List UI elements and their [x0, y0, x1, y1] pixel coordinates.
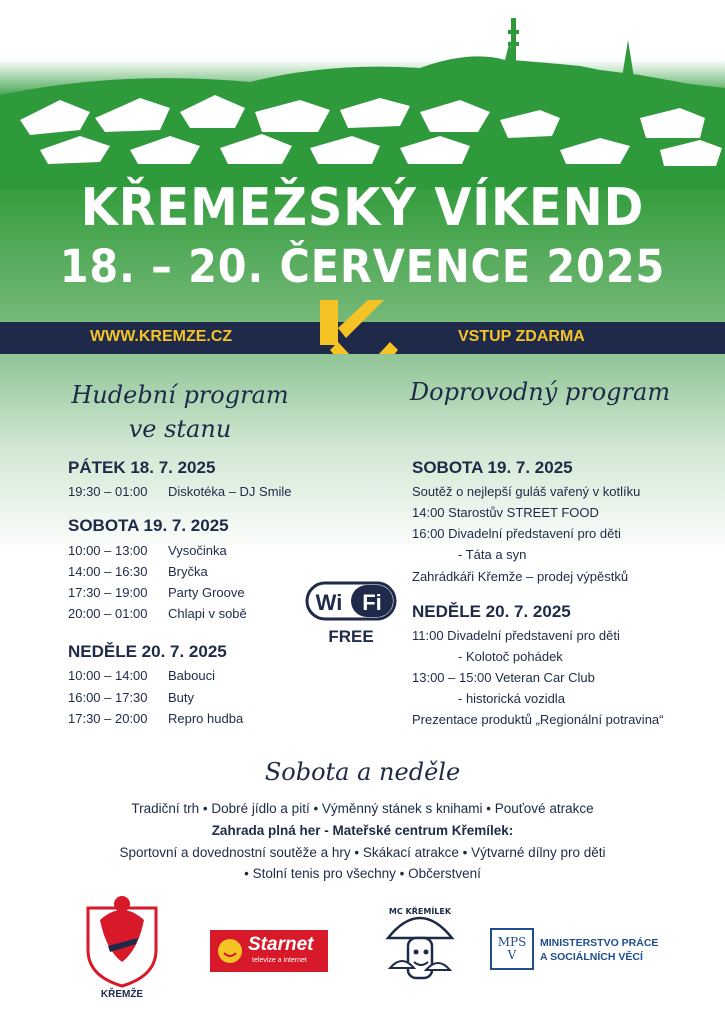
- kremilek-logo-text: MC KŘEMÍLEK: [388, 907, 452, 916]
- weekend-heading: Sobota a neděle: [264, 758, 461, 786]
- music-day-saturday: SOBOTA 19. 7. 2025: [68, 516, 229, 535]
- side-program-heading: Doprovodný program: [409, 378, 671, 406]
- weekend-line-4: • Stolní tenis pro všechny • Občerstvení: [244, 866, 481, 881]
- side-item: Prezentace produktů „Regionální potravina“: [412, 712, 664, 727]
- starnet-logo: Starnet televize a internet: [210, 930, 328, 972]
- event-title: KŘEMEŽSKÝ VÍKEND: [80, 178, 645, 238]
- wifi-fi-text: Fi: [362, 590, 382, 615]
- music-item: 16:00 – 17:30 Buty: [68, 690, 195, 705]
- wifi-free-badge: [305, 577, 397, 647]
- side-day-sunday: NEDĚLE 20. 7. 2025: [412, 602, 571, 621]
- music-item: 19:30 – 01:00 Diskotéka – DJ Smile: [68, 484, 292, 499]
- music-day-friday: PÁTEK 18. 7. 2025: [68, 458, 216, 477]
- sponsor-logos: [0, 890, 725, 1000]
- website-link[interactable]: WWW.KREMZE.CZ: [90, 328, 233, 345]
- wifi-wi-text: Wi: [315, 590, 343, 615]
- music-item: 10:00 – 14:00 Babouci: [68, 668, 215, 683]
- kremze-coat-of-arms-icon: [78, 890, 166, 1000]
- kremilek-mushroom-icon: [380, 898, 460, 990]
- music-item: 10:00 – 13:00 Vysočinka: [68, 543, 227, 558]
- free-entry-text: VSTUP ZDARMA: [458, 328, 585, 345]
- weekend-line-3: Sportovní a dovednostní soutěže a hry • Skákací atrakce • Výtvarné dílny pro děti: [119, 845, 606, 860]
- header-banner: [0, 0, 725, 322]
- music-day-sunday: NEDĚLE 20. 7. 2025: [68, 642, 227, 661]
- music-item: 14:00 – 16:30 Bryčka: [68, 564, 208, 579]
- side-item: - historická vozidla: [458, 691, 565, 706]
- side-item: - Kolotoč pohádek: [458, 649, 563, 664]
- mpsv-logo-text: MINISTERSTVO PRÁCE A SOCIÁLNÍCH VĚCÍ: [540, 937, 659, 963]
- music-item: 20:00 – 01:00 Chlapi v sobě: [68, 606, 247, 621]
- weekend-line-1: Tradiční trh • Dobré jídlo a pití • Výměnný stánek s knihami • Pouťové atrakce: [131, 801, 594, 816]
- side-item: Zahrádkáři Křemže – prodej výpěstků: [412, 569, 629, 584]
- side-item: - Táta a syn: [458, 547, 527, 562]
- music-item: 17:30 – 20:00 Repro hudba: [68, 711, 244, 726]
- town-skyline-illustration: [0, 0, 725, 190]
- side-item: Soutěž o nejlepší guláš vařený v kotlíku: [412, 484, 641, 499]
- side-item: 14:00 Starostův STREET FOOD: [412, 505, 599, 520]
- mpsv-logo-mark: MPSV: [490, 928, 534, 970]
- side-item: 13:00 – 15:00 Veteran Car Club: [412, 670, 595, 685]
- starnet-smile-icon: [216, 937, 244, 965]
- weekend-line-2: Zahrada plná her - Mateřské centrum Křemílek:: [211, 823, 514, 838]
- side-day-saturday: SOBOTA 19. 7. 2025: [412, 458, 573, 477]
- town-logo-text: KŘEMŽE: [100, 989, 144, 1000]
- music-item: 17:30 – 19:00 Party Groove: [68, 585, 245, 600]
- wifi-icon: [305, 577, 397, 625]
- side-item: 11:00 Divadelní představení pro děti: [412, 628, 620, 643]
- music-program-heading: Hudební program ve stanu: [71, 381, 289, 443]
- event-dates: 18. – 20. ČERVENCE 2025: [59, 240, 666, 293]
- wifi-free-text: FREE: [328, 627, 374, 646]
- side-item: 16:00 Divadelní představení pro děti: [412, 526, 621, 541]
